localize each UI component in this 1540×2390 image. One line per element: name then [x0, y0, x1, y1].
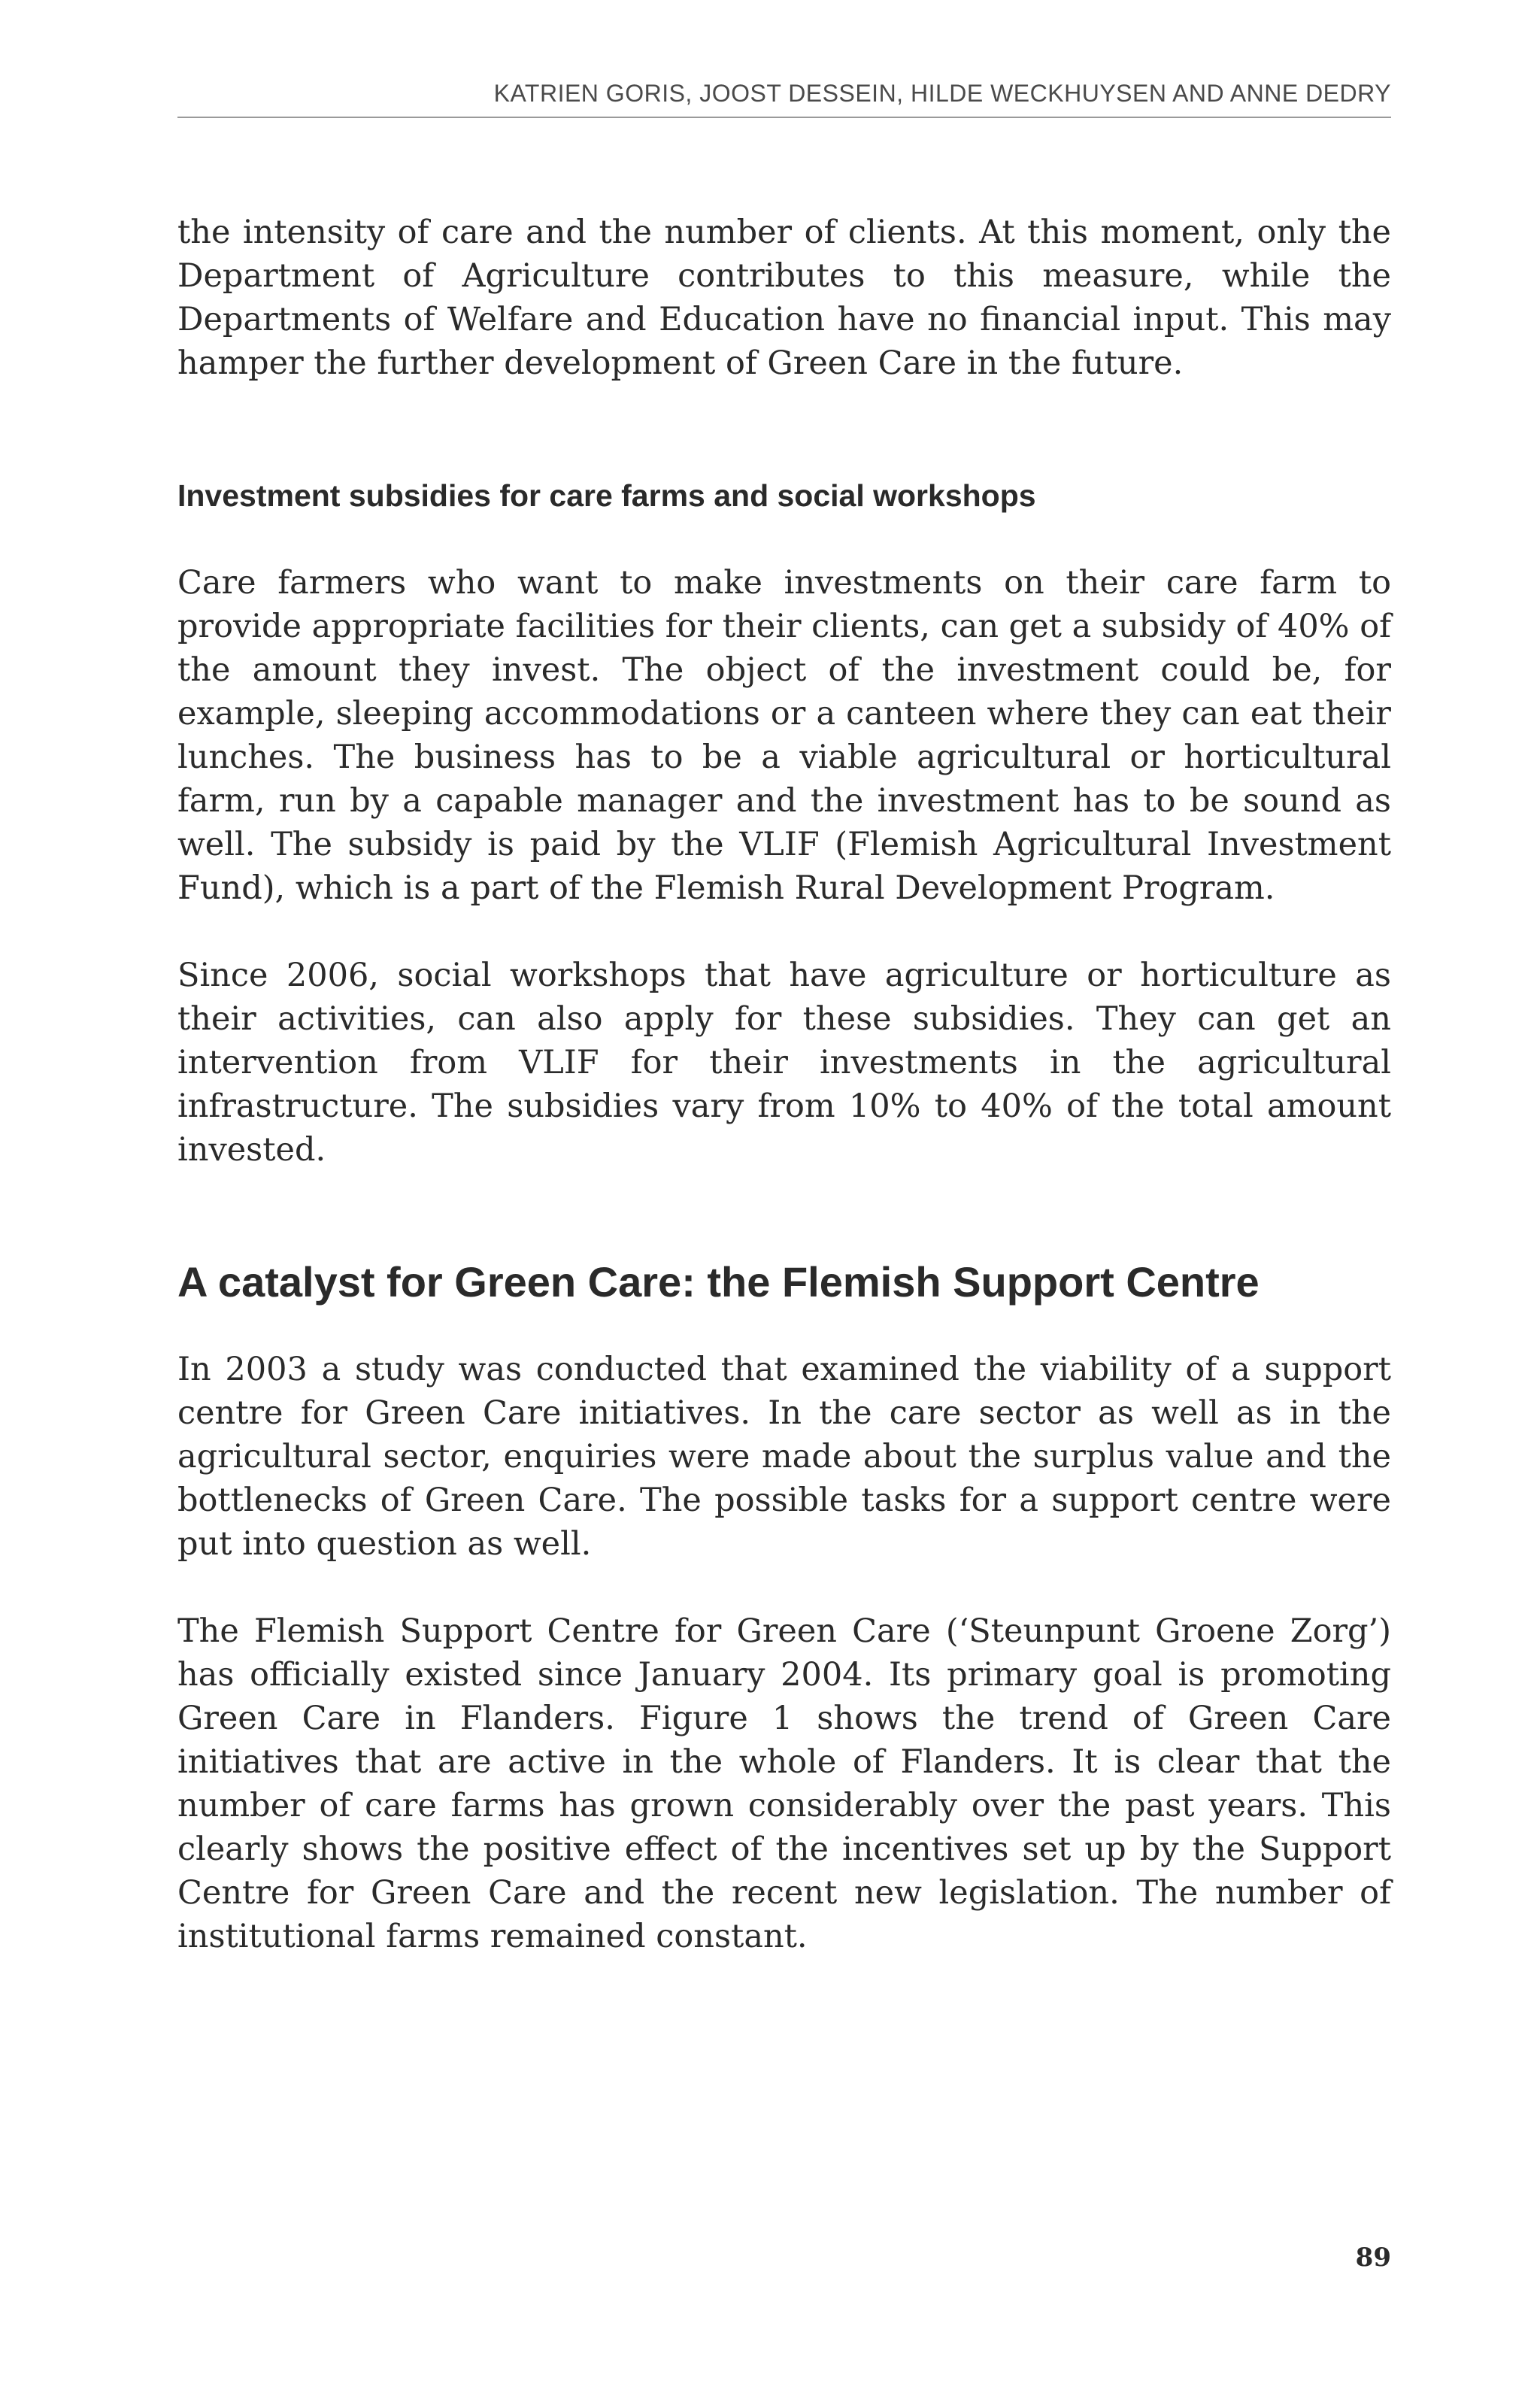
paragraph-intro: the intensity of care and the number of clients. At this moment, only the Department of Agriculture contributes to this measure, while the Departments of Welfare and Education have no financial input. This may hamper the further development of Green Care in the future. — [177, 214, 1391, 382]
subsection-heading: Investment subsidies for care farms and social workshops — [177, 478, 1036, 513]
page-content — [177, 211, 1391, 1958]
paragraph-study-2003: In 2003 a study was conducted that examined the viability of a support centre for Green Care initiatives. In the care sector as well as in the agricultural sector, enquiries were made about the surplus value and the bottlenecks of Green Care. The possible tasks for a support centre were put into question as well. — [177, 1351, 1391, 1563]
paragraph-support-centre: The Flemish Support Centre for Green Care (‘Steunpunt Groene Zorg’) has officially existed since January 2004. Its primary goal is promoting Green Care in Flanders. Figure 1 shows the trend of Green Care initiatives that are active in the whole of Flanders. It is clear that the number of care farms has grown considerably over the past years. This clearly shows the positive effect of the incentives set up by the Support Centre for Green Care and the recent new legislation. The number of institutional farms remained constant. — [177, 1612, 1391, 1955]
paragraph-investment-subsidy: Care farmers who want to make investments on their care farm to provide appropriate facilities for their clients, can get a subsidy of 40% of the amount they invest. The object of the investment could be, for example, sleeping accommodations or a canteen where they can eat their lunches. The business has to be a viable agricultural or horticultural farm, run by a capable manager and the investment has to be sound as well. The subsidy is paid by the VLIF (Flemish Agricultural Investment Fund), which is a part of the Flemish Rural Development Program. — [177, 564, 1392, 907]
running-header: KATRIEN GORIS, JOOST DESSEIN, HILDE WECKHUYSEN AND ANNE DEDRY — [177, 80, 1391, 118]
page-number: 89 — [1355, 2243, 1391, 2273]
section-heading: A catalyst for Green Care: the Flemish Support Centre — [177, 1258, 1260, 1306]
paragraph-social-workshops: Since 2006, social workshops that have agriculture or horticulture as their activities, can also apply for these subsidies. They can get an intervention from VLIF for their investments in the agricultural infrastructure. The subsidies vary from 10% to 40% of the total amount invested. — [177, 957, 1391, 1169]
